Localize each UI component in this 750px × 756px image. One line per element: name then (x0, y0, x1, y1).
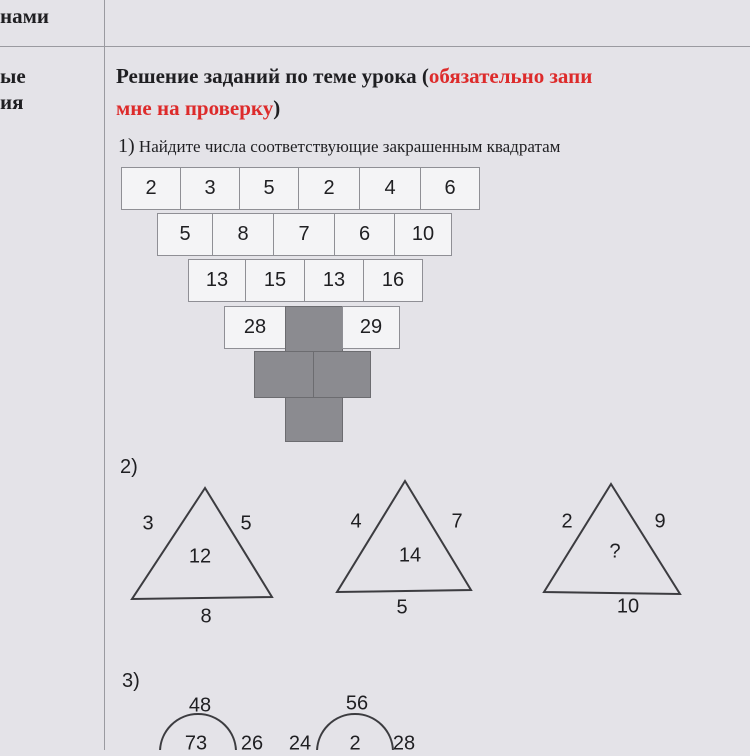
pyramid-r2-c1: 5 (157, 213, 213, 256)
triangle-2-left: 4 (350, 510, 362, 533)
task3-top-value-1: 48 (188, 694, 212, 717)
pyramid-r1-c5: 4 (359, 167, 421, 210)
section-title-close: ) (273, 96, 281, 120)
pyramid-r3-c2: 15 (245, 259, 305, 302)
pyramid-r4-left: 28 (224, 306, 286, 349)
pyramid-r1-c3: 5 (239, 167, 299, 210)
triangle-3-left: 2 (561, 510, 573, 533)
header-fragment-mid-2: ия (0, 90, 24, 114)
triangle-3-center: ? (609, 540, 621, 563)
pyramid-r1-c2: 3 (180, 167, 240, 210)
section-title-red-2: мне на проверку (116, 96, 274, 120)
triangle-1-right: 5 (240, 512, 252, 535)
task3-top-value-2: 56 (345, 692, 369, 715)
pyramid-r3-c4: 16 (363, 259, 423, 302)
task3-partial-2: 26 (240, 732, 264, 755)
task3-number: 3) (122, 670, 140, 692)
pyramid-r1-c6: 6 (420, 167, 480, 210)
pyramid-r3-c1: 13 (188, 259, 246, 302)
pyramid-r3-c3: 13 (304, 259, 364, 302)
triangle-3-right: 9 (654, 510, 666, 533)
pyramid-r1-c4: 2 (298, 167, 360, 210)
triangle-2-bottom: 5 (396, 596, 408, 619)
header-fragment-mid-1: ые (0, 64, 26, 88)
section-title-main: Решение заданий по теме урока ( (116, 64, 429, 88)
task3-partial-4: 2 (349, 732, 361, 755)
pyramid-r2-c4: 6 (334, 213, 395, 256)
task2-number: 2) (120, 456, 138, 478)
section-title-red-1: обязательно запи (428, 64, 593, 88)
triangle-1-center: 12 (188, 545, 212, 568)
pyramid-r2-c5: 10 (394, 213, 452, 256)
task3-partial-3: 24 (288, 732, 312, 755)
pyramid-r2-c2: 8 (212, 213, 274, 256)
triangle-2-center: 14 (398, 544, 422, 567)
task3-partial-5: 28 (392, 732, 416, 755)
pyramid-r4-right: 29 (342, 306, 400, 349)
task1-text: Найдите числа соответствующие закрашенным квадратам (138, 137, 561, 156)
triangle-1-left: 3 (142, 512, 154, 535)
task3-partial-1: 73 (184, 732, 208, 755)
triangle-3-bottom: 10 (616, 595, 640, 618)
triangle-1-bottom: 8 (200, 605, 212, 628)
header-fragment-top: нами (0, 4, 50, 28)
task1-number: 1) (118, 135, 135, 157)
pyramid-r1-c1: 2 (121, 167, 181, 210)
triangle-2-right: 7 (451, 510, 463, 533)
pyramid-r2-c3: 7 (273, 213, 335, 256)
